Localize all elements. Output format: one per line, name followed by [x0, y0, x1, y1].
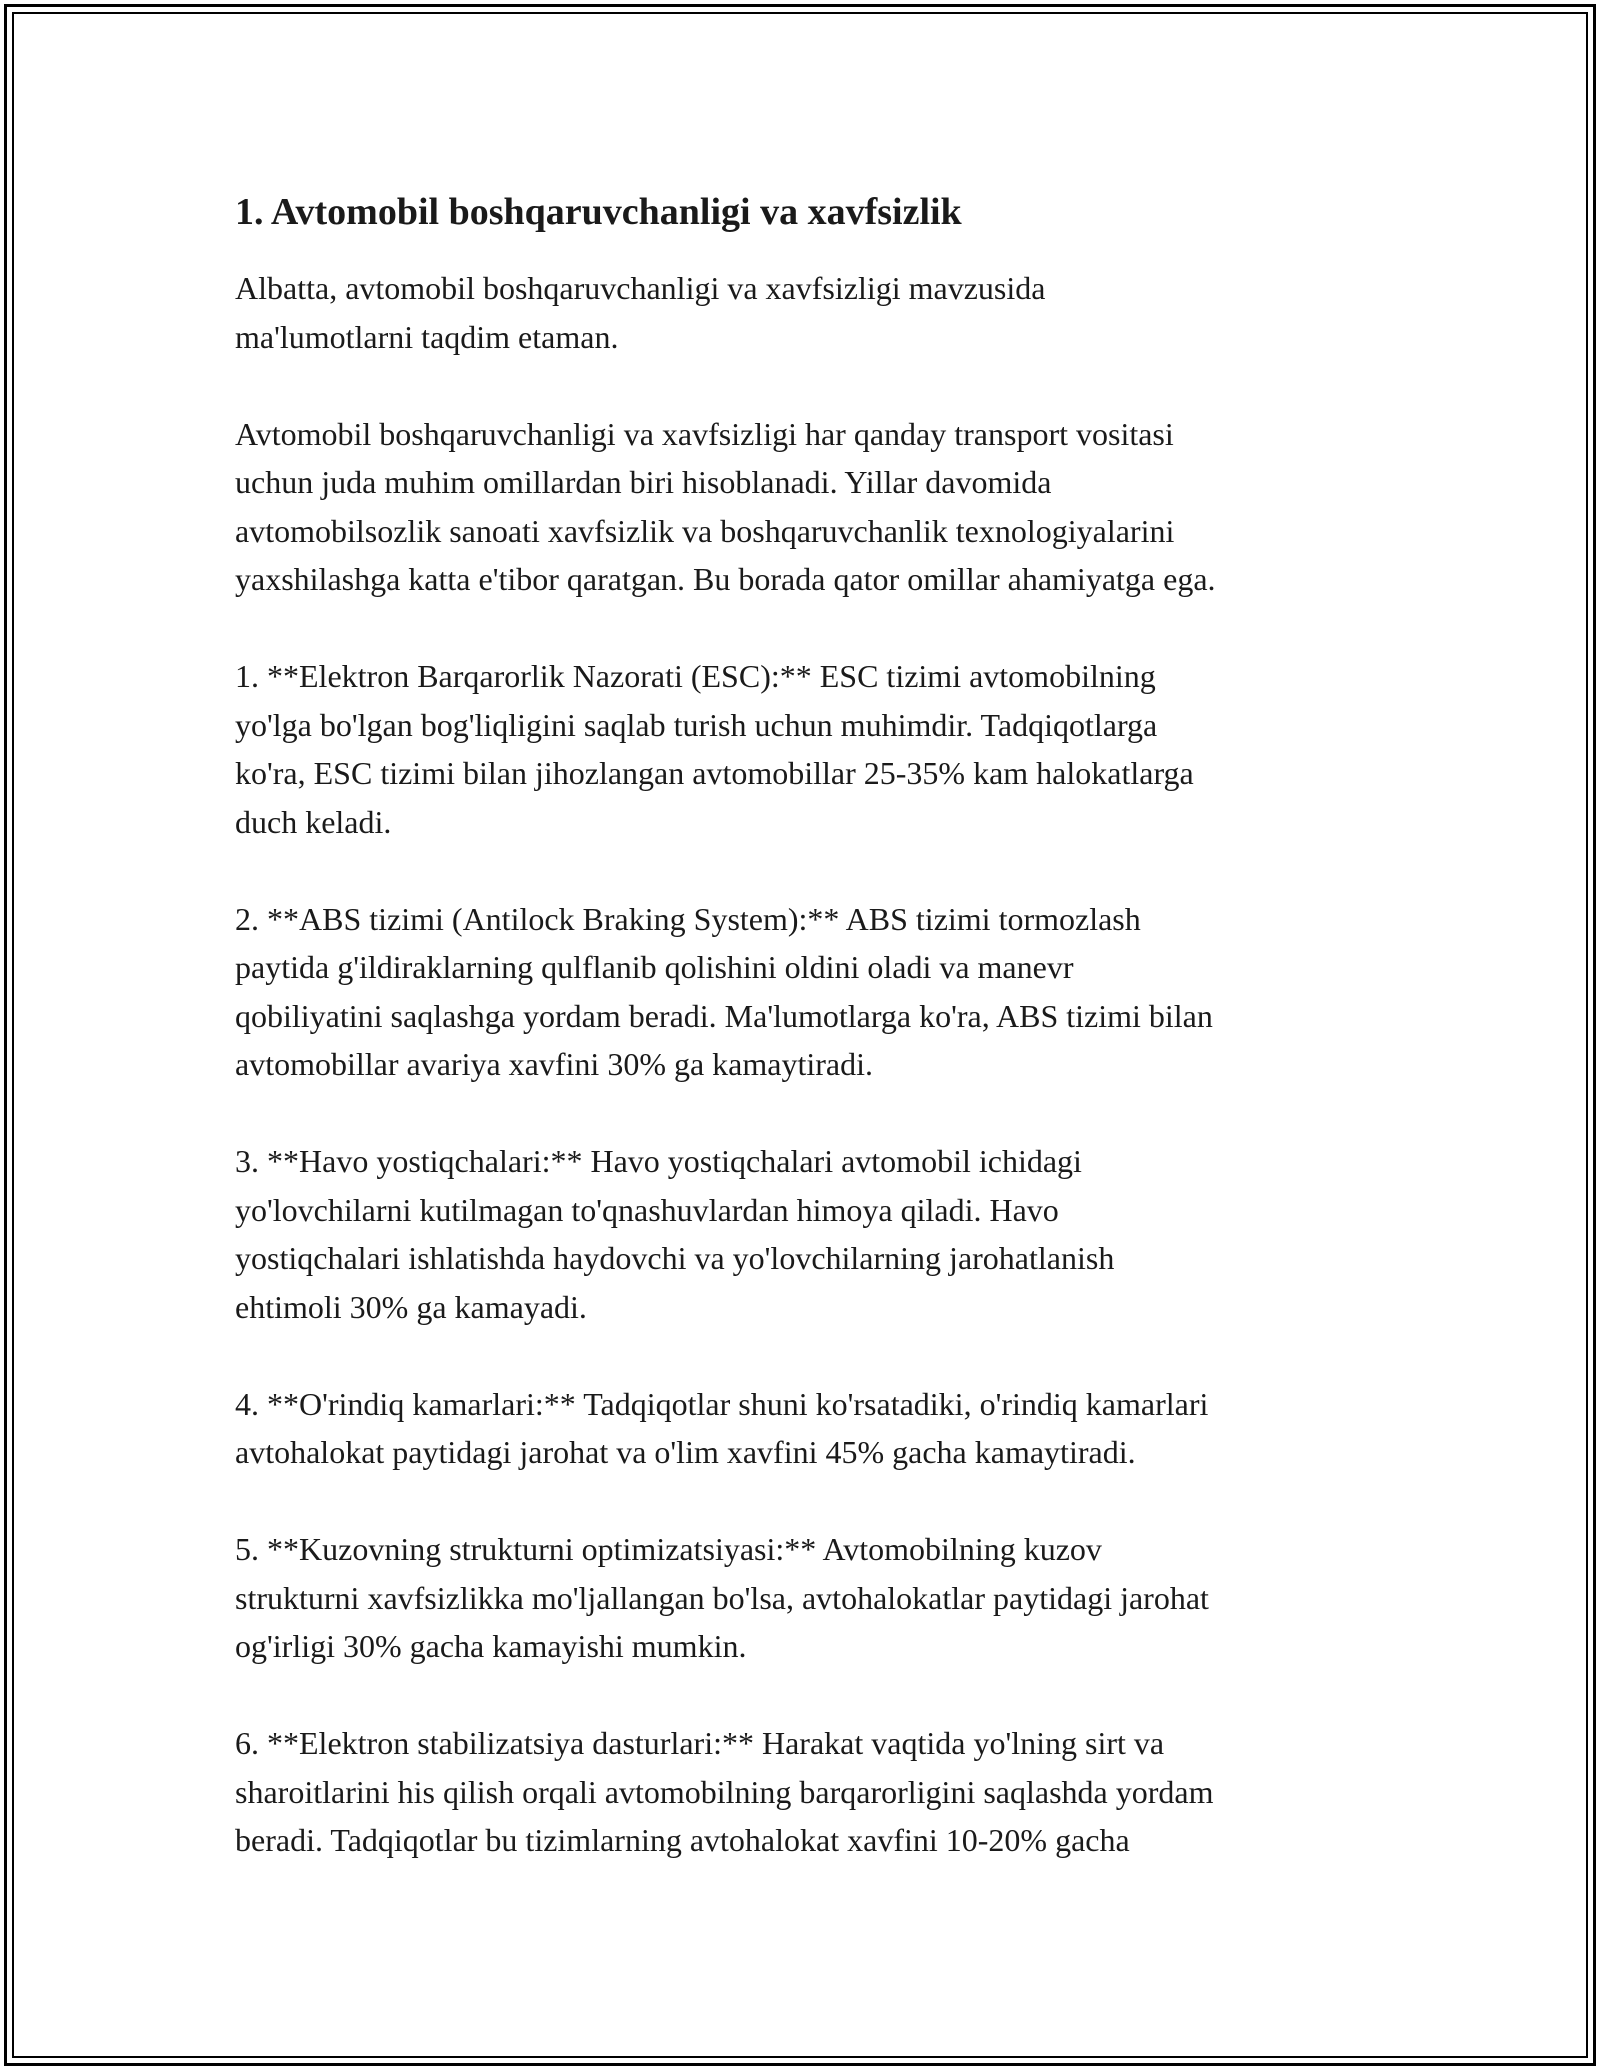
list-item-body-structure: 5. **Kuzovning strukturni optimizatsiyasi:** Avtomobilning kuzov strukturni xavfsizlikka mo'ljallangan bo'lsa, avtohalokatlar paytidagi jarohat og'irligi 30% gacha kamayishi mumkin. — [235, 1531, 1209, 1664]
document-title: 1. Avtomobil boshqaruvchanligi va xavfsizlik — [235, 191, 962, 233]
document-body — [235, 182, 1365, 1865]
list-item-seatbelts: 4. **O'rindiq kamarlari:** Tadqiqotlar shuni ko'rsatadiki, o'rindiq kamarlari avtohalokat paytidagi jarohat va o'lim xavfini 45% gacha kamaytiradi. — [235, 1385, 1209, 1470]
list-item-esc: 1. **Elektron Barqarorlik Nazorati (ESC):** ESC tizimi avtomobilning yo'lga bo'lgan bog'liqligini saqlab turish uchun muhimdir. Tadqiqotlarga ko'ra, ESC tizimi bilan jihozlangan avtomobillar 25-35% kam halokatlarga duch keladi. — [235, 658, 1194, 840]
overview-paragraph: Avtomobil boshqaruvchanligi va xavfsizligi har qanday transport vositasi uchun juda muhim omillardan biri hisoblanadi. Yillar davomida avtomobilsozlik sanoati xavfsizlik va boshqaruvchanlik texnologiyalarini yaxshilashga katta e'tibor qaratgan. Bu borada qator omillar ahamiyatga ega. — [235, 415, 1216, 597]
intro-paragraph: Albatta, avtomobil boshqaruvchanligi va xavfsizligi mavzusida ma'lumotlarni taqdim etaman. — [235, 270, 1046, 355]
list-item-airbags: 3. **Havo yostiqchalari:** Havo yostiqchalari avtomobil ichidagi yo'lovchilarni kutilmagan to'qnashuvlardan himoya qiladi. Havo yostiqchalari ishlatishda haydovchi va yo'lovchilarning jarohatlanish ehtimoli 30% ga kamayadi. — [235, 1143, 1115, 1325]
list-item-stabilization: 6. **Elektron stabilizatsiya dasturlari:** Harakat vaqtida yo'lning sirt va sharoitlarini his qilish orqali avtomobilning barqarorligini saqlashda yordam beradi. Tadqiqotlar bu tizimlarning avtohalokat xavfini 10-20% gacha — [235, 1725, 1214, 1858]
list-item-abs: 2. **ABS tizimi (Antilock Braking System):** ABS tizimi tormozlash paytida g'ildiraklarning qulflanib qolishini oldini oladi va manevr qobiliyatini saqlashga yordam beradi. Ma'lumotlarga ko'ra, ABS tizimi bilan avtomobillar avariya xavfini 30% ga kamaytiradi. — [235, 900, 1213, 1082]
